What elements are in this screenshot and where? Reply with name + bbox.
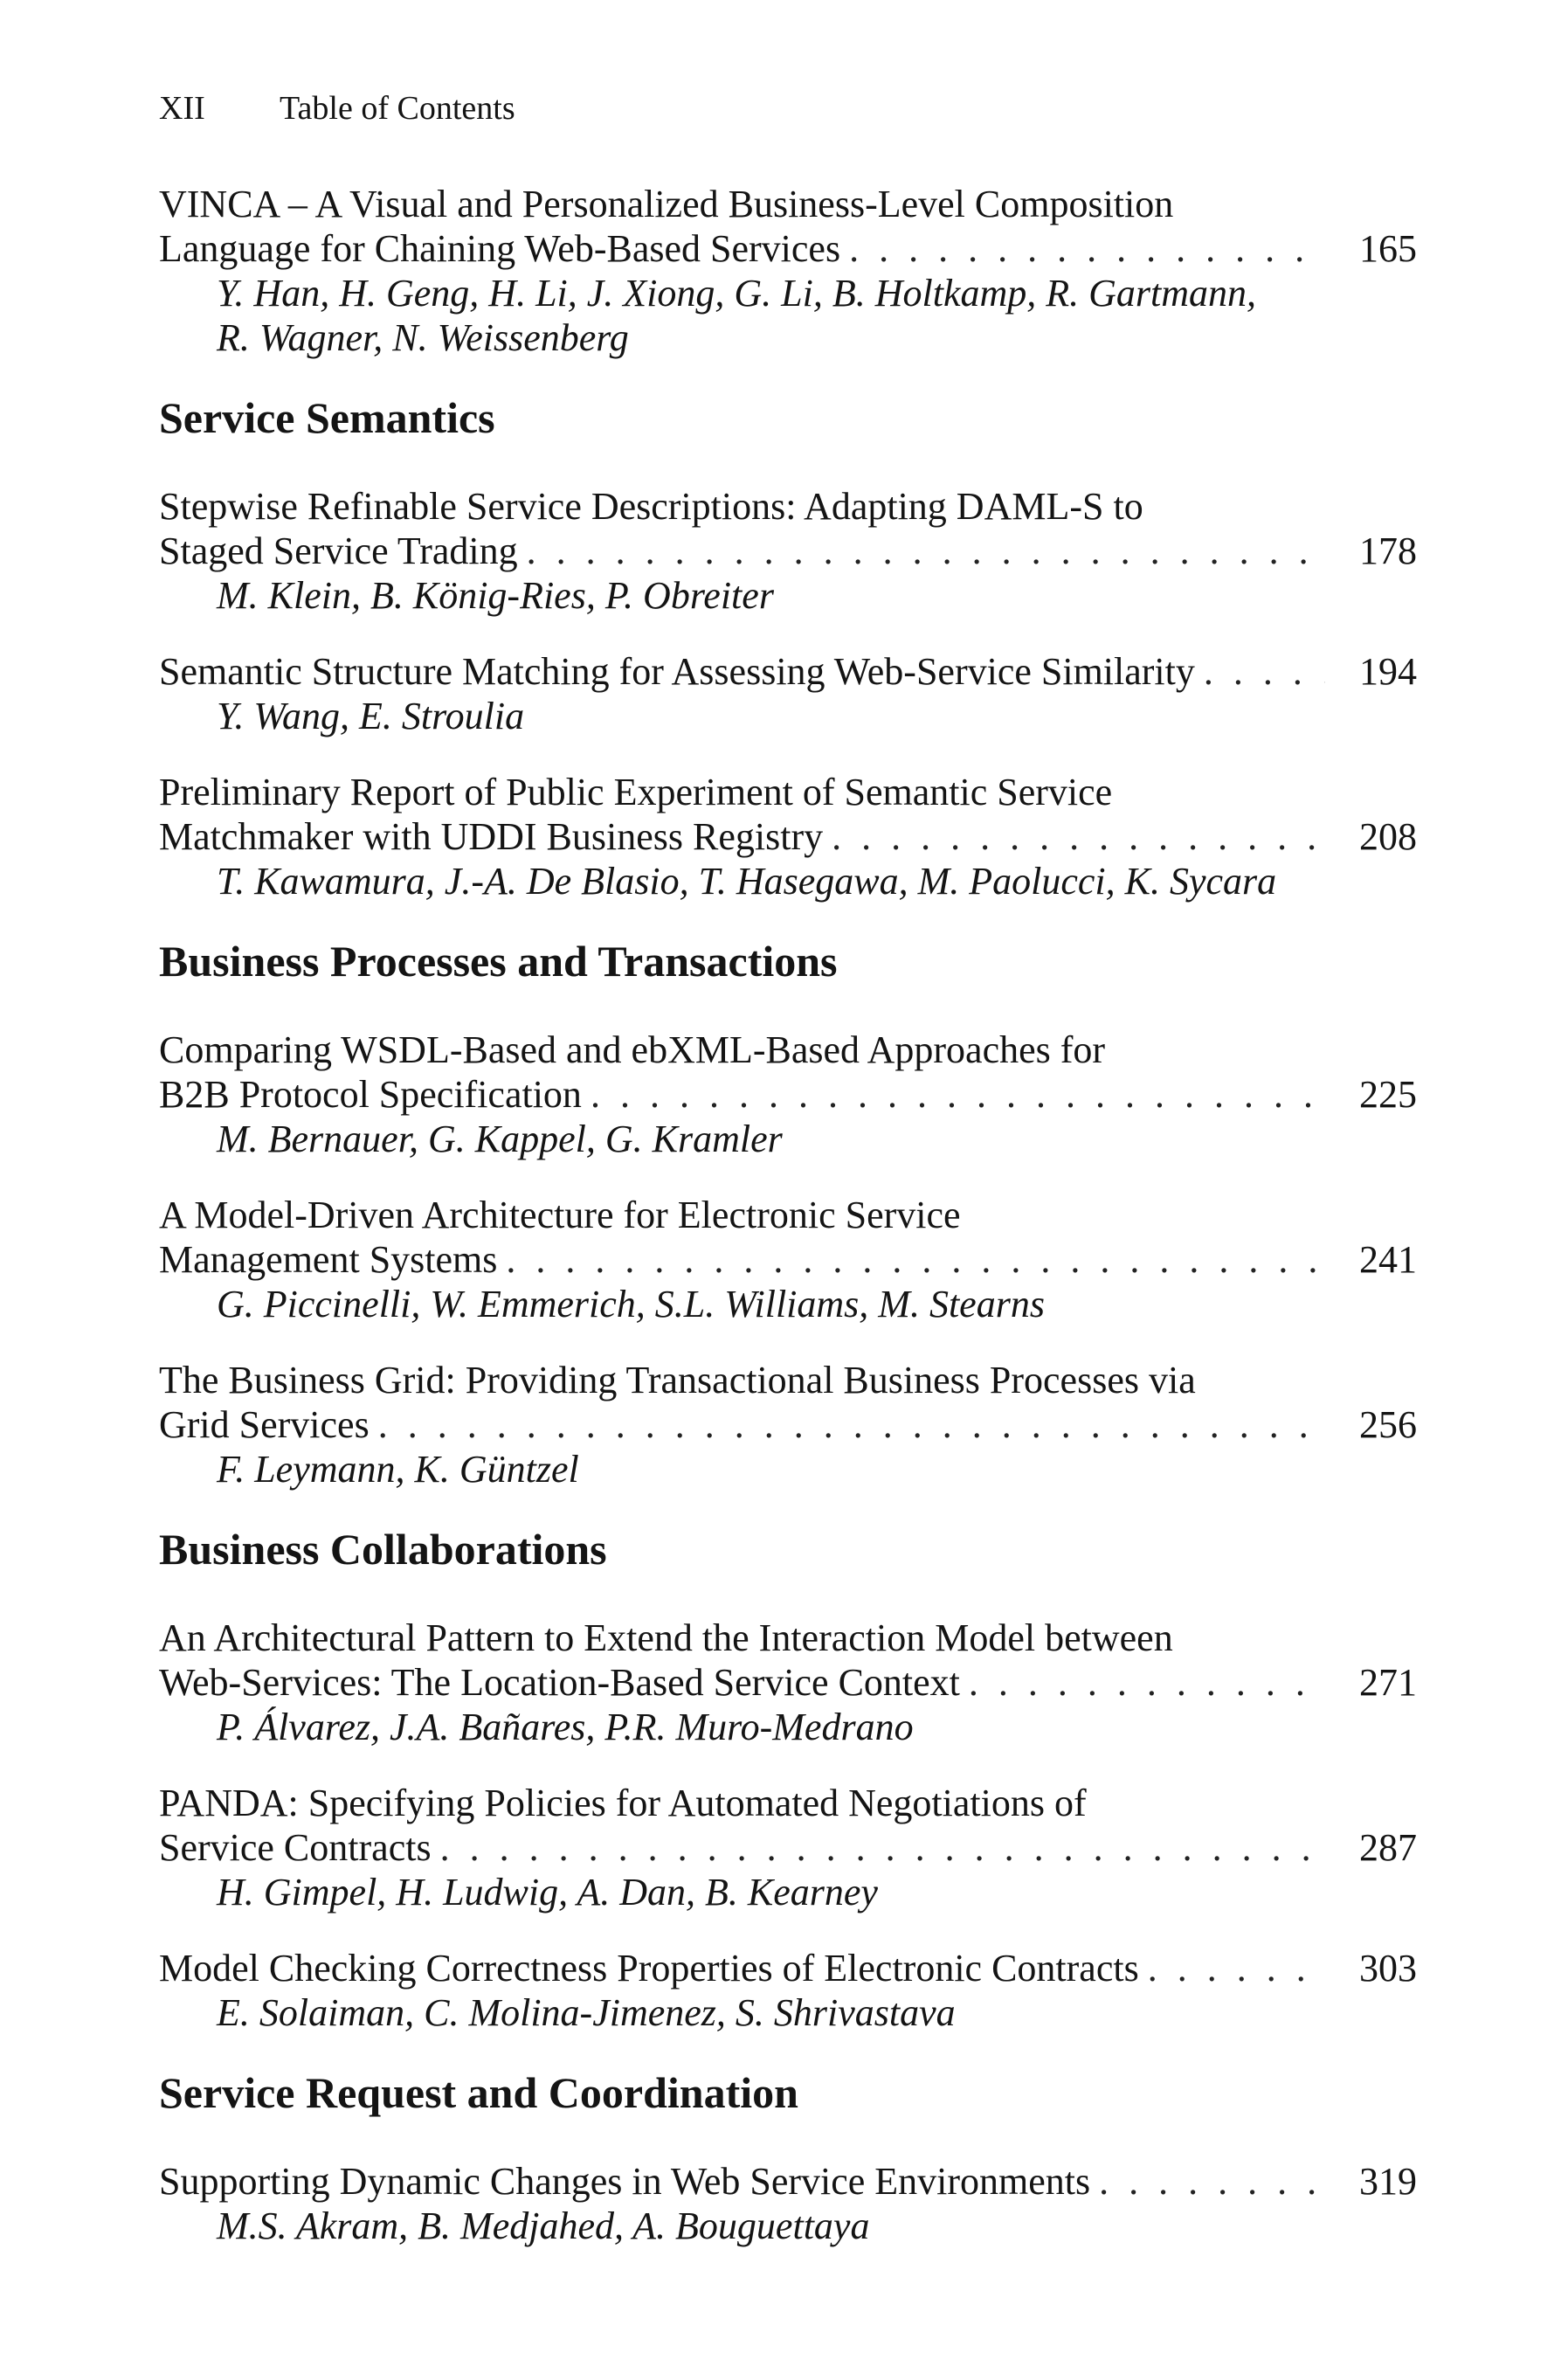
entry-title-text: Management Systems: [159, 1238, 498, 1281]
entry-title-text: Service Contracts: [159, 1826, 432, 1869]
entry-title-row: [159, 2159, 1417, 2204]
entry-title-line: Stepwise Refinable Service Descriptions: Adapting DAML-S to: [159, 485, 1143, 528]
entry-title-line: A Model-Driven Architecture for Electronic Service: [159, 1194, 961, 1236]
entry-title-row: [159, 1946, 1417, 1990]
entry-title-text: Language for Chaining Web-Based Services: [159, 227, 841, 270]
entry-page-number: 165: [1359, 227, 1417, 270]
toc-entry[interactable]: [159, 770, 1417, 903]
dot-leader: [497, 1237, 1325, 1282]
entry-title-row: [159, 1825, 1417, 1870]
section-heading: Service Request and Coordination: [159, 2068, 798, 2117]
toc-entry[interactable]: [159, 1028, 1417, 1161]
entry-title-text: Semantic Structure Matching for Assessing Web-Service Similarity: [159, 650, 1195, 693]
entry-authors: M. Bernauer, G. Kappel, G. Kramler: [217, 1118, 783, 1160]
toc-entry[interactable]: [159, 1358, 1417, 1491]
running-title: Table of Contents: [280, 90, 515, 127]
dot-leader: [1139, 1946, 1325, 1990]
entry-title-text: Supporting Dynamic Changes in Web Service Environments: [159, 2160, 1091, 2203]
entry-authors: M.S. Akram, B. Medjahed, A. Bouguettaya: [217, 2204, 870, 2247]
toc-entry[interactable]: [159, 484, 1417, 618]
entry-title-text: Web-Services: The Location-Based Service Context: [159, 1661, 960, 1704]
toc-entry[interactable]: [159, 1781, 1417, 1914]
entry-page-number: 319: [1359, 2160, 1417, 2203]
toc-entry[interactable]: [159, 2159, 1417, 2248]
dot-leader: [582, 1072, 1325, 1117]
entry-title-line: PANDA: Specifying Policies for Automated Negotiations of: [159, 1782, 1087, 1824]
entry-authors: P. Álvarez, J.A. Bañares, P.R. Muro-Medrano: [217, 1706, 914, 1748]
entry-page-number: 194: [1359, 650, 1417, 693]
toc-page: [159, 87, 1417, 2280]
entry-title-row: [159, 649, 1417, 694]
entry-authors: Y. Han, H. Geng, H. Li, J. Xiong, G. Li, B. Holtkamp, R. Gartmann,: [217, 272, 1257, 315]
entry-title-row: [159, 1072, 1417, 1117]
entry-authors: M. Klein, B. König-Ries, P. Obreiter: [217, 574, 774, 617]
entry-page-number: 241: [1359, 1238, 1417, 1281]
entry-title-row: [159, 529, 1417, 573]
entry-title-line: The Business Grid: Providing Transactional Business Processes via: [159, 1359, 1196, 1401]
entry-authors: T. Kawamura, J.-A. De Blasio, T. Hasegawa, M. Paolucci, K. Sycara: [217, 860, 1277, 903]
entry-title-text: Grid Services: [159, 1403, 370, 1446]
entry-authors: H. Gimpel, H. Ludwig, A. Dan, B. Kearney: [217, 1871, 878, 1914]
entry-title-line: Comparing WSDL-Based and ebXML-Based Approaches for: [159, 1028, 1106, 1071]
entry-title-row: [159, 226, 1417, 271]
toc-entry[interactable]: [159, 1616, 1417, 1749]
entry-title-row: [159, 1660, 1417, 1705]
running-head: [159, 87, 1417, 129]
entry-page-number: 225: [1359, 1073, 1417, 1116]
entry-page-number: 208: [1359, 815, 1417, 858]
entry-page-number: 303: [1359, 1947, 1417, 1990]
dot-leader: [518, 529, 1325, 573]
page-number: XII: [159, 90, 205, 127]
section-heading: Business Processes and Transactions: [159, 937, 838, 986]
entry-authors: R. Wagner, N. Weissenberg: [217, 316, 629, 359]
entry-title-row: [159, 1402, 1417, 1447]
section-heading: Service Semantics: [159, 393, 495, 442]
entry-page-number: 271: [1359, 1661, 1417, 1704]
toc-list: [159, 182, 1417, 2248]
entry-title-text: Model Checking Correctness Properties of Electronic Contracts: [159, 1947, 1139, 1990]
entry-page-number: 287: [1359, 1826, 1417, 1869]
entry-title-line: An Architectural Pattern to Extend the Interaction Model between: [159, 1616, 1173, 1659]
dot-leader: [840, 226, 1325, 271]
entry-title-text: Matchmaker with UDDI Business Registry: [159, 815, 824, 858]
entry-title-line: VINCA – A Visual and Personalized Business-Level Composition: [159, 183, 1174, 225]
toc-entry[interactable]: [159, 182, 1417, 360]
entry-title-line: Preliminary Report of Public Experiment of Semantic Service: [159, 771, 1113, 813]
entry-title-text: B2B Protocol Specification: [159, 1073, 582, 1116]
entry-authors: G. Piccinelli, W. Emmerich, S.L. Williams, M. Stearns: [217, 1283, 1045, 1325]
dot-leader: [823, 814, 1325, 859]
dot-leader: [1195, 649, 1325, 694]
entry-authors: F. Leymann, K. Güntzel: [217, 1448, 579, 1491]
toc-entry[interactable]: [159, 1946, 1417, 2035]
entry-page-number: 256: [1359, 1403, 1417, 1446]
dot-leader: [370, 1402, 1325, 1447]
toc-entry[interactable]: [159, 1193, 1417, 1326]
entry-title-row: [159, 1237, 1417, 1282]
entry-page-number: 178: [1359, 529, 1417, 572]
entry-title-row: [159, 814, 1417, 859]
dot-leader: [960, 1660, 1325, 1705]
dot-leader: [432, 1825, 1325, 1870]
section-heading: Business Collaborations: [159, 1525, 607, 1574]
dot-leader: [1090, 2159, 1325, 2204]
toc-entry[interactable]: [159, 649, 1417, 738]
entry-title-text: Staged Service Trading: [159, 529, 518, 572]
entry-authors: E. Solaiman, C. Molina-Jimenez, S. Shrivastava: [217, 1991, 956, 2034]
entry-authors: Y. Wang, E. Stroulia: [217, 695, 525, 737]
